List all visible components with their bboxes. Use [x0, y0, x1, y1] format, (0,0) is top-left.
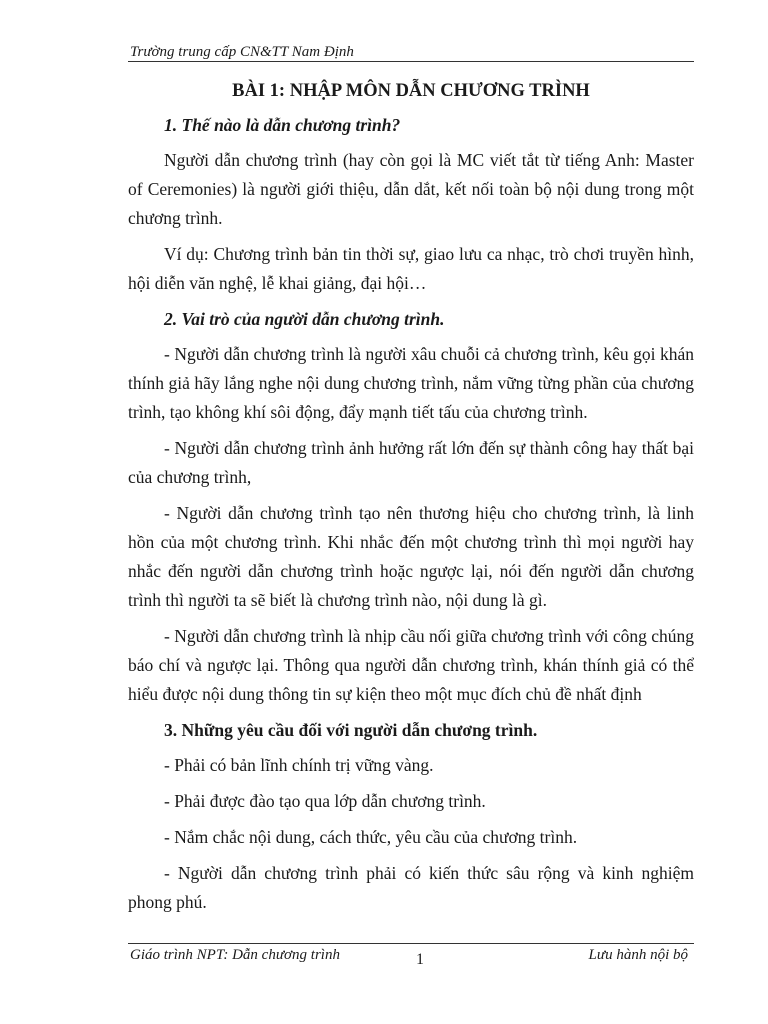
- section-1-heading: 1. Thế nào là dẫn chương trình?: [164, 115, 401, 135]
- section-3-item: - Nắm chắc nội dung, cách thức, yêu cầu của chương trình.: [164, 827, 578, 847]
- section-3-heading: 3. Những yêu cầu đối với người dẫn chương trình.: [164, 720, 538, 740]
- section-3-item: - Phải có bản lĩnh chính trị vững vàng.: [164, 755, 434, 775]
- lesson-title: BÀI 1: NHẬP MÔN DẪN CHƯƠNG TRÌNH: [232, 81, 590, 101]
- section-1-paragraph: Người dẫn chương trình (hay còn gọi là MC viết tắt từ tiếng Anh: Master of Ceremonies) là người giới thiệu, dẫn dắt, kết nối toàn bộ nội dung trong một chương trình.: [128, 150, 694, 228]
- section-2-paragraph: - Người dẫn chương trình là nhịp cầu nối giữa chương trình với công chúng báo chí và ngược lại. Thông qua người dẫn chương trình, khán thính giả có thể hiểu được nội dung thông tin sự kiện theo một mục đích chủ đề nhất định: [128, 626, 694, 704]
- section-2-paragraph: - Người dẫn chương trình tạo nên thương hiệu cho chương trình, là linh hồn của một chương trình. Khi nhắc đến một chương trình thì mọi người hay nhắc đến người dẫn chương trình hoặc ngược lại, nói đến người dẫn chương trình thì người ta sẽ biết là chương trình nào, nội dung là gì.: [128, 503, 694, 610]
- section-2-paragraph: - Người dẫn chương trình là người xâu chuỗi cả chương trình, kêu gọi khán thính giả hãy lắng nghe nội dung chương trình, nắm vững từng phần của chương trình, tạo không khí sôi động, đẩy mạnh tiết tấu của chương trình.: [128, 344, 694, 422]
- footer-divider: [128, 943, 694, 944]
- footer-distribution-note: Lưu hành nội bộ: [588, 947, 688, 963]
- section-2-heading: 2. Vai trò của người dẫn chương trình.: [164, 309, 445, 329]
- footer-course-title: Giáo trình NPT: Dẫn chương trình: [130, 947, 340, 963]
- section-2-paragraph: - Người dẫn chương trình ảnh hưởng rất lớn đến sự thành công hay thất bại của chương trình,: [128, 438, 694, 487]
- section-1-example: Ví dụ: Chương trình bản tin thời sự, giao lưu ca nhạc, trò chơi truyền hình, hội diễn văn nghệ, lễ khai giảng, đại hội…: [128, 244, 694, 293]
- page-number: 1: [416, 951, 424, 968]
- header-divider: [128, 61, 694, 62]
- section-3-item: - Người dẫn chương trình phải có kiến thức sâu rộng và kinh nghiệm phong phú.: [128, 863, 694, 912]
- page-body: [128, 76, 694, 924]
- running-header: Trường trung cấp CN&TT Nam Định: [130, 44, 354, 60]
- section-3-item: - Phải được đào tạo qua lớp dẫn chương trình.: [164, 791, 486, 811]
